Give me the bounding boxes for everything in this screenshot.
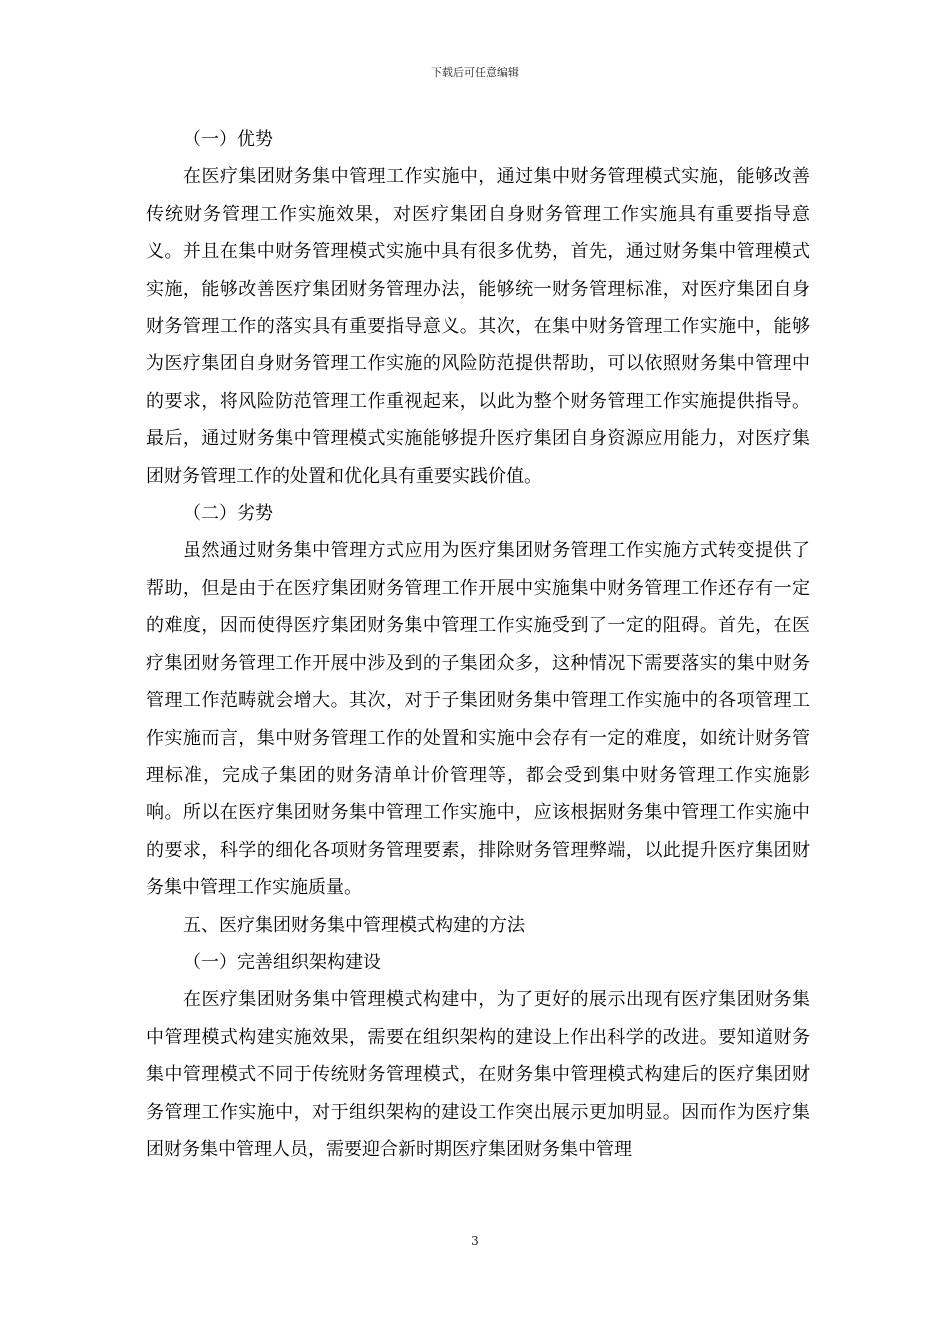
section-heading-organization: （一）完善组织架构建设 bbox=[183, 951, 381, 973]
document-body bbox=[146, 121, 810, 1168]
paragraph-organization: 在医疗集团财务集中管理模式构建中，为了更好的展示出现有医疗集团财务集中管理模式构建实施效果，需要在组织架构的建设上作出科学的改进。要知道财务集中管理模式不同于传统财务管理模式，在财务集中管理模式构建后的医疗集团财务管理工作实施中，对于组织架构的建设工作突出展示更加明显。因而作为医疗集团财务集中管理人员，需要迎合新时期医疗集团财务集中管理 bbox=[146, 989, 810, 1160]
paragraph-disadvantages: 虽然通过财务集中管理方式应用为医疗集团财务管理工作实施方式转变提供了帮助，但是由于在医疗集团财务管理工作开展中实施集中财务管理工作还存有一定的难度，因而使得医疗集团财务集中管理工作实施受到了一定的阻碍。首先，在医疗集团财务管理工作开展中涉及到的子集团众多，这种情况下需要落实的集中财务管理工作范畴就会增大。其次，对于子集团财务集中管理工作实施中的各项管理工作实施而言，集中财务管理工作的处置和实施中会存有一定的难度，如统计财务管理标准，完成子集团的财务清单计价管理等，都会受到集中财务管理工作实施影响。所以在医疗集团财务集中管理工作实施中，应该根据财务集中管理工作实施中的要求，科学的细化各项财务管理要素，排除财务管理弊端，以此提升医疗集团财务集中管理工作实施质量。 bbox=[146, 540, 810, 899]
chapter-heading-methods: 五、医疗集团财务集中管理模式构建的方法 bbox=[183, 914, 525, 936]
paragraph-advantages: 在医疗集团财务集中管理工作实施中，通过集中财务管理模式实施，能够改善传统财务管理工作实施效果，对医疗集团自身财务管理工作实施具有重要指导意义。并且在集中财务管理模式实施中具有很多优势，首先，通过财务集中管理模式实施，能够改善医疗集团财务管理办法，能够统一财务管理标准，对医疗集团自身财务管理工作的落实具有重要指导意义。其次，在集中财务管理工作实施中，能够为医疗集团自身财务管理工作实施的风险防范提供帮助，可以依照财务集中管理中的要求，将风险防范管理工作重视起来，以此为整个财务管理工作实施提供指导。最后，通过财务集中管理模式实施能够提升医疗集团自身资源应用能力，对医疗集团财务管理工作的处置和优化具有重要实践价值。 bbox=[146, 166, 810, 487]
page-header: 下载后可任意编辑 bbox=[431, 66, 519, 79]
section-heading-advantages: （一）优势 bbox=[183, 129, 273, 150]
section-heading-disadvantages: （二）劣势 bbox=[183, 503, 273, 525]
page-number: 3 bbox=[471, 1234, 479, 1248]
